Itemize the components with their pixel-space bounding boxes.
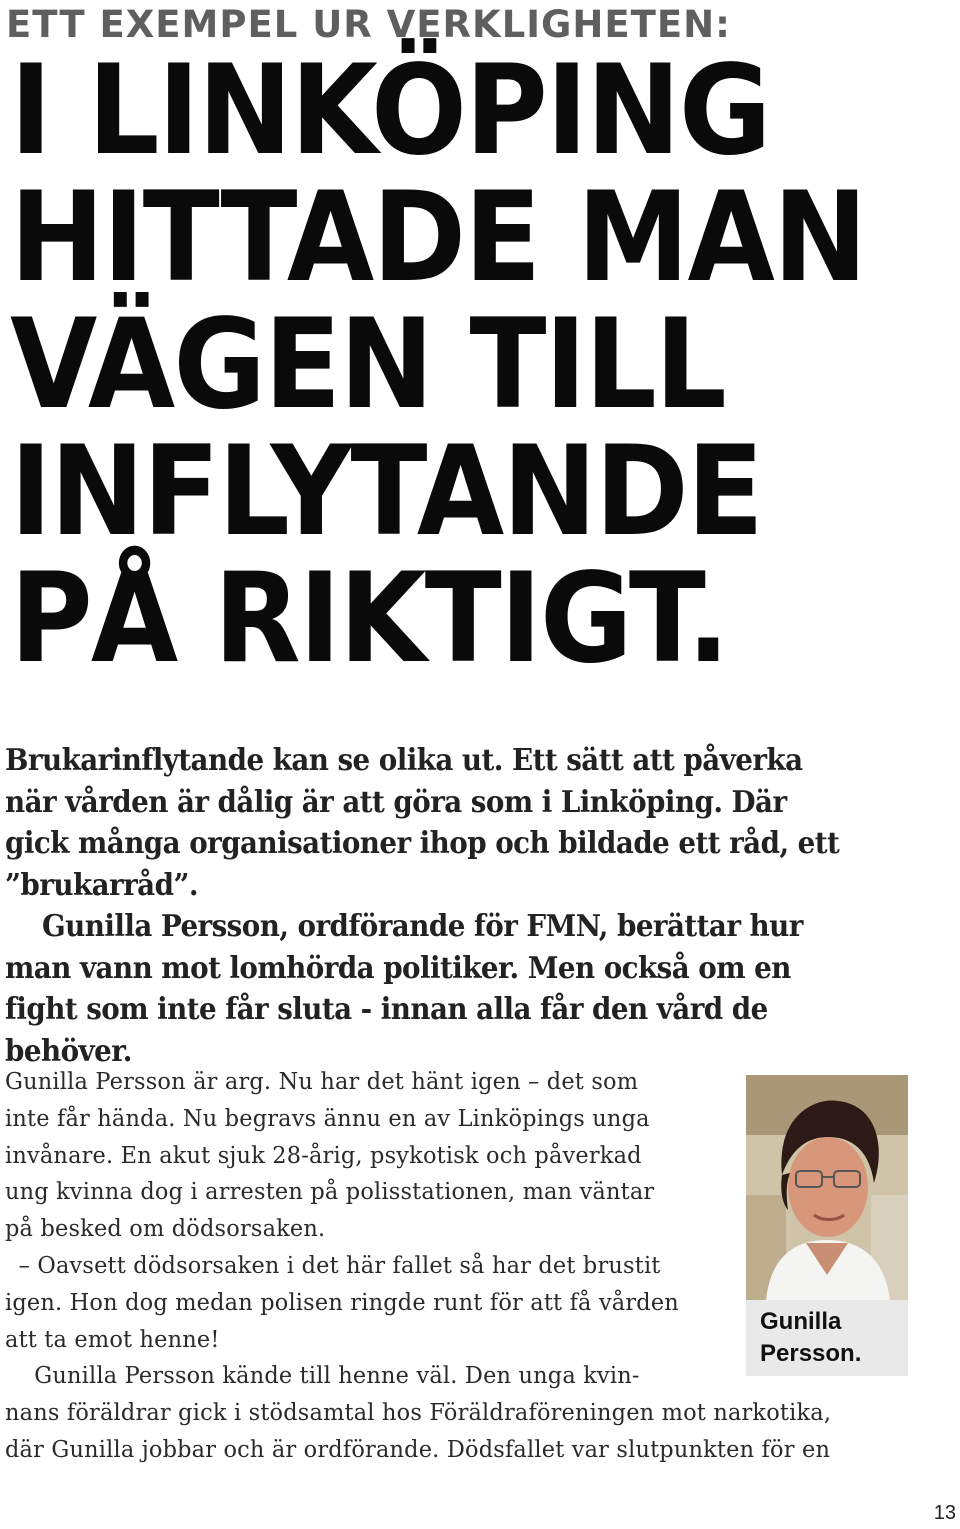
photo-caption	[746, 1300, 908, 1376]
body-line: Gunilla Persson kände till henne väl. Den unga kvin-	[34, 1363, 640, 1390]
headline-line: VÄGEN TILL	[10, 293, 725, 437]
headline-line: I LINKÖPING	[10, 39, 770, 183]
body-line: på besked om dödsorsaken.	[5, 1216, 326, 1243]
body-line: att ta emot henne!	[5, 1326, 220, 1353]
headline-line: INFLYTANDE	[10, 420, 763, 564]
body-line: ung kvinna dog i arresten på polisstationen, man väntar	[5, 1179, 655, 1206]
headline	[10, 39, 866, 691]
lead-paragraphs	[5, 740, 856, 1072]
body-line: invånare. En akut sjuk 28-årig, psykotisk och påverkad	[5, 1142, 642, 1169]
caption-line: Gunilla	[760, 1308, 842, 1335]
body-text	[5, 1064, 831, 1469]
headline-line: HITTADE MAN	[10, 166, 866, 310]
portrait-photo	[746, 1075, 908, 1300]
body-line: – Oavsett dödsorsaken i det här fallet så har det brustit	[18, 1252, 661, 1279]
caption-line: Persson.	[760, 1340, 862, 1367]
lead-paragraph-1: Brukarinflytande kan se olika ut. Ett sätt att påverka när vården är dålig är att göra som i Linköping. Där gick många organisationer ihop och bildade ett råd, ett ”brukarråd”.	[5, 743, 840, 903]
lead-paragraph-2: Gunilla Persson, ordförande för FMN, berättar hur man vann mot lomhörda politiker. Men också om en fight som inte får sluta - innan alla får den vård de behöver.	[5, 909, 803, 1069]
portrait-illustration	[746, 1075, 908, 1300]
body-line: nans föräldrar gick i stödsamtal hos Föräldraföreningen mot narkotika,	[5, 1400, 832, 1427]
headline-line: PÅ RIKTIGT.	[10, 547, 728, 691]
kicker-heading: ETT EXEMPEL UR VERKLIGHETEN:	[6, 3, 731, 46]
body-line: igen. Hon dog medan polisen ringde runt för att få vården	[5, 1289, 679, 1316]
body-line: inte får hända. Nu begravs ännu en av Linköpings unga	[5, 1105, 650, 1132]
body-line: Gunilla Persson är arg. Nu har det hänt igen – det som	[5, 1069, 639, 1095]
body-line: där Gunilla jobbar och är ordförande. Dödsfallet var slutpunkten för en	[5, 1436, 831, 1463]
page-number: 13	[933, 1502, 956, 1524]
